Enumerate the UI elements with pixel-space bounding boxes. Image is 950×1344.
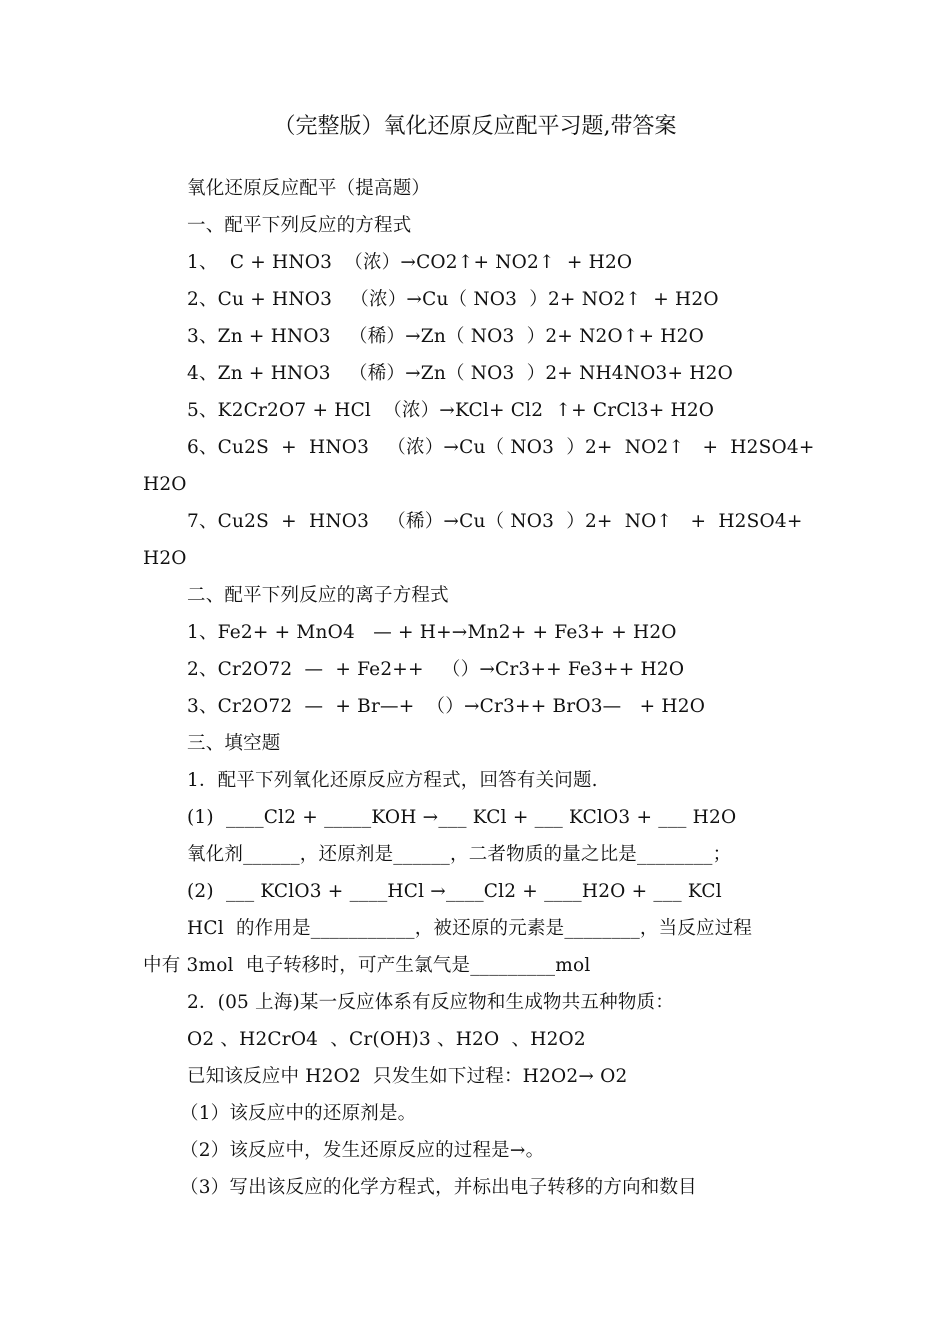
- equation-line: 1、 C + HNO3 （浓）→CO2↑+ NO2↑ + H2O: [187, 252, 633, 273]
- section-heading-1: 一、配平下列反应的方程式: [187, 215, 412, 236]
- sub-question-line: （3）写出该反应的化学方程式，并标出电子转移的方向和数目: [180, 1177, 697, 1198]
- section-heading-2: 二、配平下列反应的离子方程式: [187, 585, 449, 606]
- question-line: 已知该反应中 H2O2 只发生如下过程：H2O2→ O2: [187, 1066, 628, 1087]
- fill-blank-line-continued: 中有 3mol 电子转移时，可产生氯气是_________mol: [143, 955, 591, 976]
- question-line: 2．(05 上海)某一反应体系有反应物和生成物共五种物质：: [187, 992, 674, 1013]
- fill-blank-line: 氧化剂______，还原剂是______，二者物质的量之比是________；: [187, 844, 732, 865]
- fill-blank-line: (2) ___ KClO3 + ____HCl →____Cl2 + ____H2O + ___ KCl: [187, 881, 722, 902]
- equation-line: 6、Cu2S + HNO3 （浓）→Cu（ NO3 ）2+ NO2↑ + H2SO4+: [187, 437, 815, 458]
- subtitle-line: 氧化还原反应配平（提高题）: [187, 178, 431, 199]
- equation-line: 3、Zn + HNO3 （稀）→Zn（ NO3 ）2+ N2O↑+ H2O: [187, 326, 704, 347]
- substance-list-line: O2 、H2CrO4 、Cr(OH)3 、H2O 、H2O2: [187, 1029, 586, 1050]
- fill-blank-line: HCl 的作用是___________，被还原的元素是________，当反应过程: [187, 918, 753, 939]
- equation-line: 7、Cu2S + HNO3 （稀）→Cu（ NO3 ）2+ NO↑ + H2SO4+: [187, 511, 803, 532]
- equation-line: 5、K2Cr2O7 + HCl （浓）→KCl+ Cl2 ↑+ CrCl3+ H2O: [187, 400, 715, 421]
- equation-line-continued: H2O: [143, 548, 187, 569]
- question-line: 1．配平下列氧化还原反应方程式，回答有关问题.: [187, 770, 598, 791]
- sub-question-line: （1）该反应中的还原剂是。: [180, 1103, 417, 1124]
- equation-line: 4、Zn + HNO3 （稀）→Zn（ NO3 ）2+ NH4NO3+ H2O: [187, 363, 733, 384]
- ionic-equation-line: 2、Cr2O72 — + Fe2++ （）→Cr3++ Fe3++ H2O: [187, 659, 685, 680]
- section-heading-3: 三、填空题: [187, 733, 281, 754]
- ionic-equation-line: 1、Fe2+ + MnO4 — + H+→Mn2+ + Fe3+ + H2O: [187, 622, 677, 643]
- ionic-equation-line: 3、Cr2O72 — + Br—+ （）→Cr3++ BrO3— + H2O: [187, 696, 706, 717]
- document-title: （完整版）氧化还原反应配平习题,带答案: [273, 114, 677, 139]
- equation-line: 2、Cu + HNO3 （浓）→Cu（ NO3 ）2+ NO2↑ + H2O: [187, 289, 719, 310]
- fill-blank-line: (1) ____Cl2 + _____KOH →___ KCl + ___ KClO3 + ___ H2O: [187, 807, 737, 828]
- sub-question-line: （2）该反应中，发生还原反应的过程是→。: [180, 1140, 545, 1161]
- equation-line-continued: H2O: [143, 474, 187, 495]
